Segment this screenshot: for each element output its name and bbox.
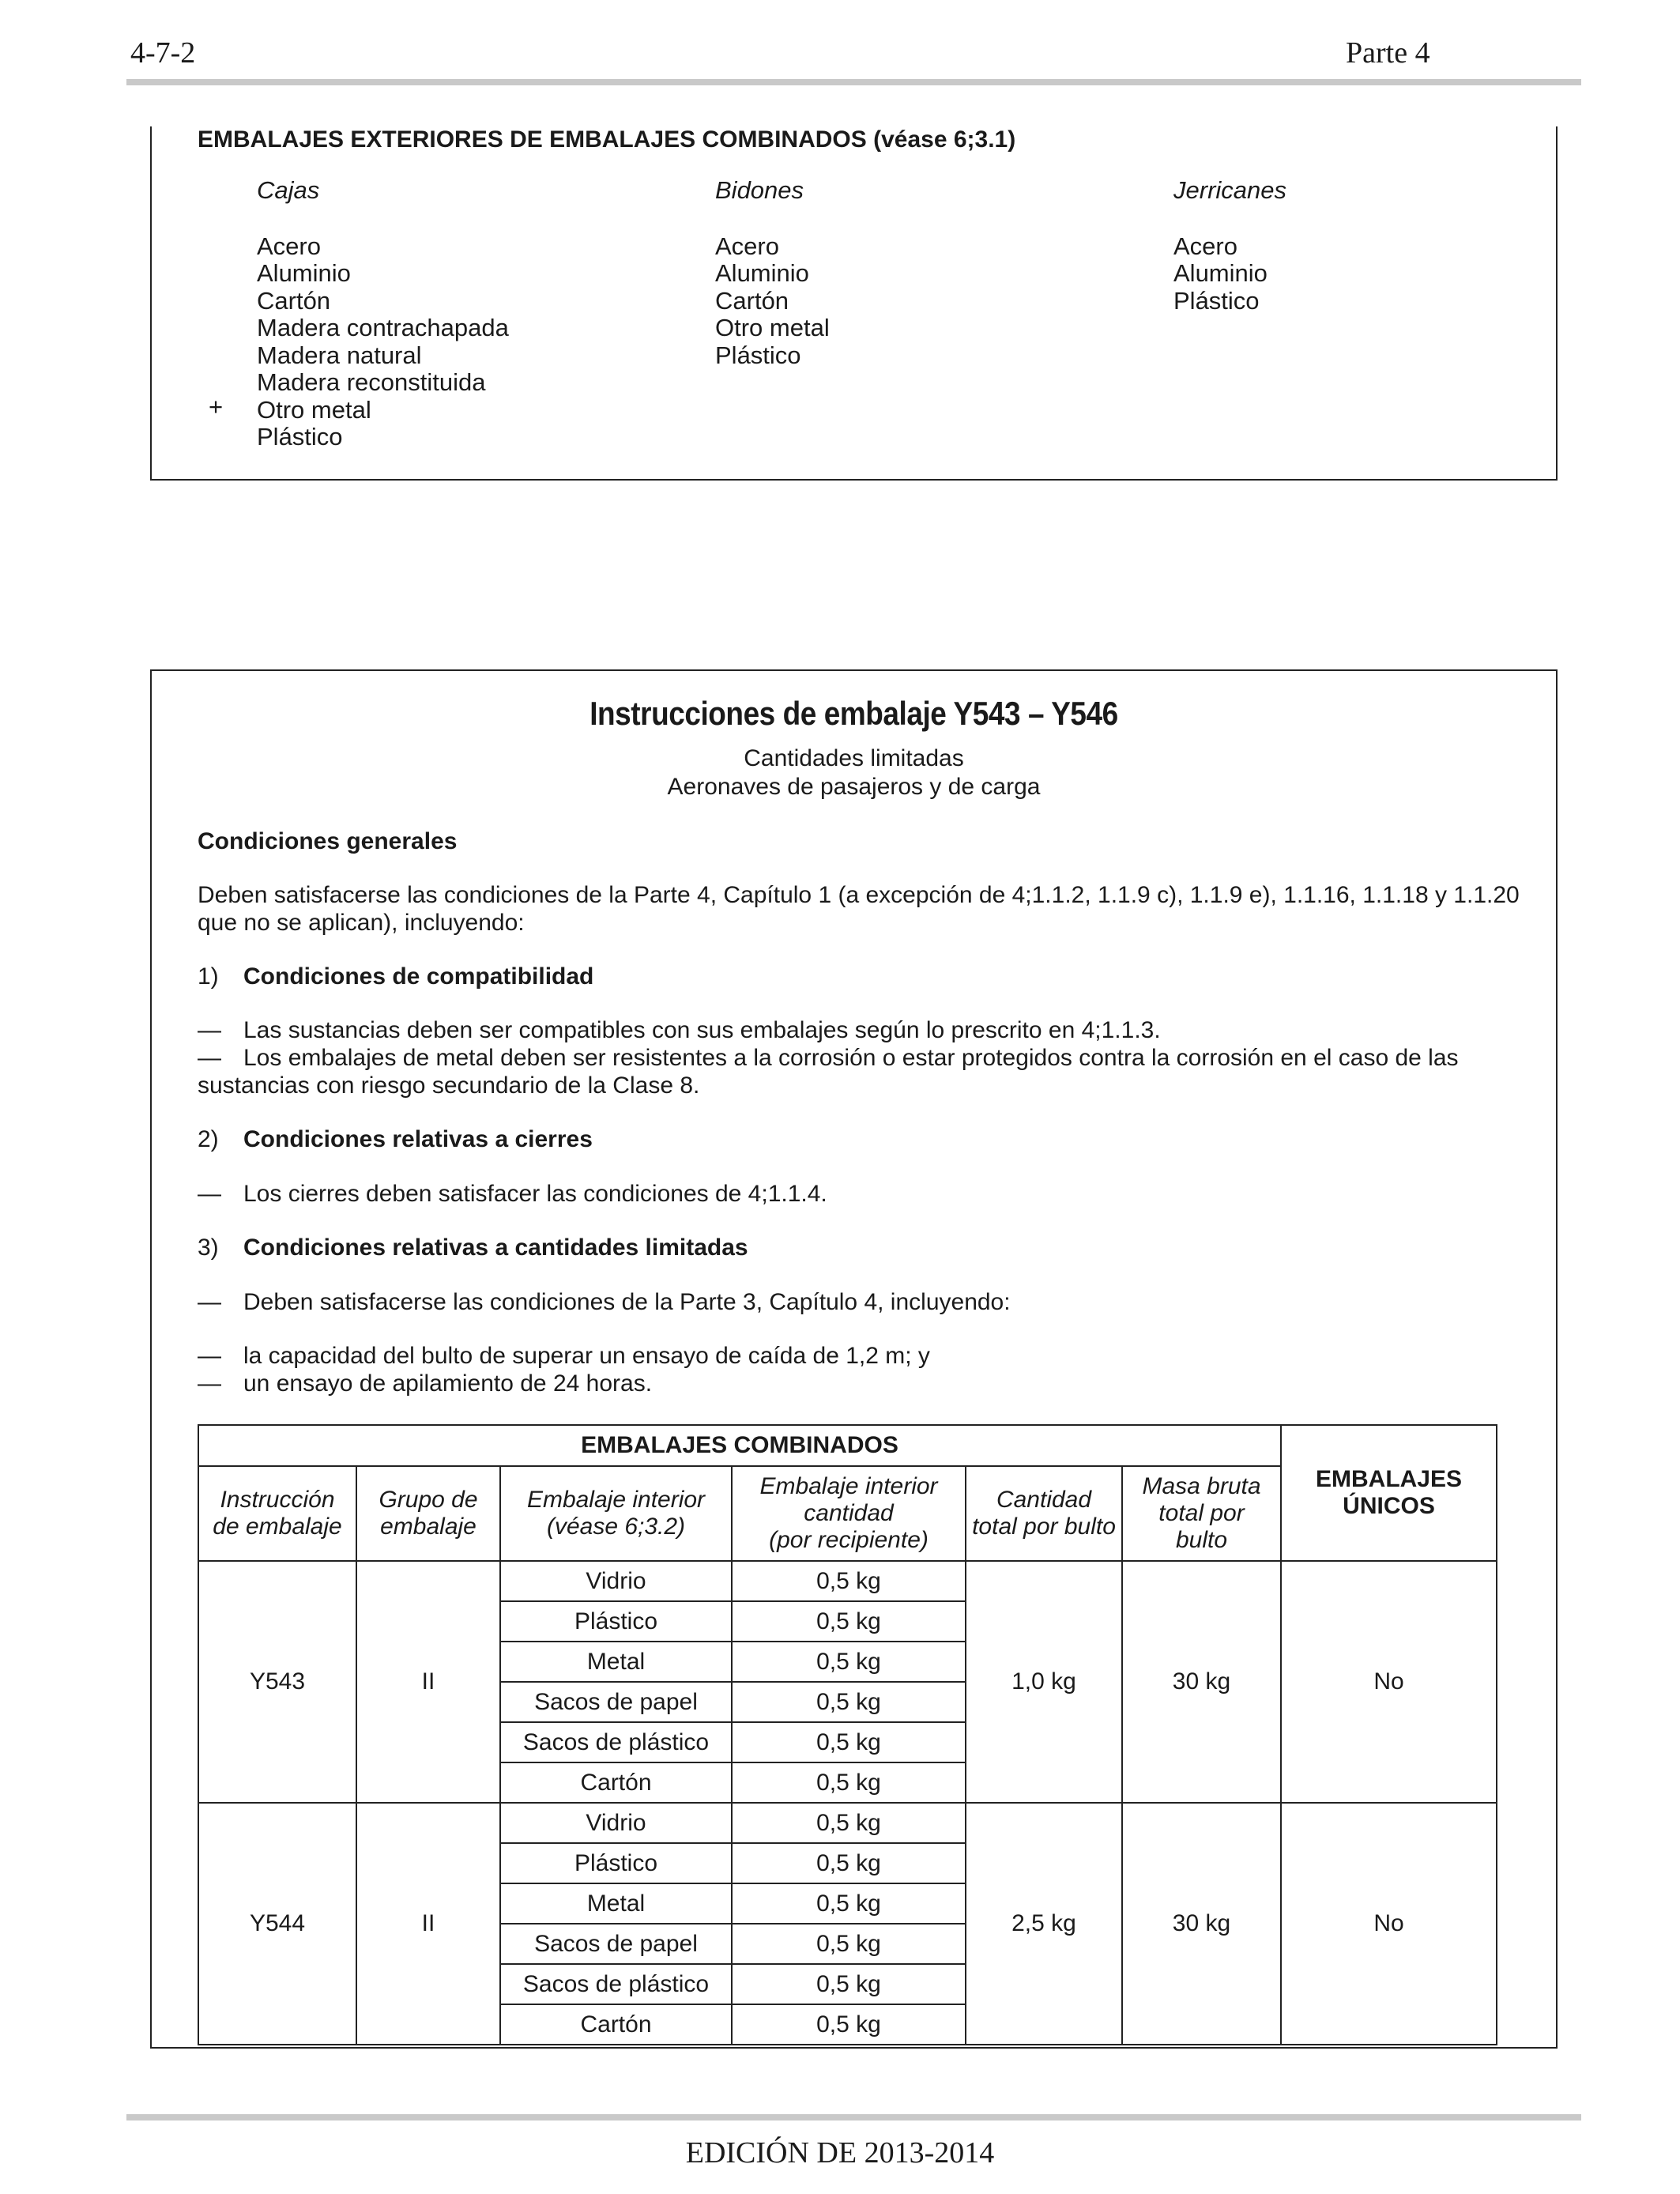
inner-packaging-cell: Plástico — [500, 1843, 732, 1883]
header-line: Embalaje interior — [759, 1473, 938, 1499]
inner-packaging-cell: Sacos de papel — [500, 1682, 732, 1722]
instruction-cell: Y544 — [198, 1803, 356, 2045]
list-item: Otro metal — [257, 395, 371, 424]
inner-quantity-cell: 0,5 kg — [732, 1964, 966, 2004]
gross-mass-cell: 30 kg — [1122, 1803, 1281, 2045]
section-1-item-1: — Las sustancias deben ser compatibles con sus embalajes según lo prescrito en 4;1.1.3. — [198, 1017, 1161, 1043]
header-line: embalaje — [380, 1514, 477, 1540]
list-item: Cartón — [715, 286, 789, 315]
inner-packaging-cell: Plástico — [500, 1601, 732, 1642]
inner-packaging-cell: Vidrio — [500, 1561, 732, 1601]
list-item: Otro metal — [715, 314, 830, 341]
total-quantity-cell: 1,0 kg — [966, 1561, 1122, 1803]
section-2-heading: 2) Condiciones relativas a cierres — [198, 1126, 593, 1152]
inner-quantity-cell: 0,5 kg — [732, 1762, 966, 1803]
general-conditions-text: Deben satisfacerse las condiciones de la Parte 4, Capítulo 1 (a excepción de 4;1.1.2, 1.1.9 c), 1.1.9 e), 1.1.16, 1.1.18 y 1.1.20 que no se aplican), incluyendo: — [198, 882, 1520, 936]
subtitle-aircraft: Aeronaves de pasajeros y de carga — [667, 774, 1041, 800]
section-3-item-2: — la capacidad del bulto de superar un ensayo de caída de 1,2 m; y — [198, 1343, 930, 1369]
total-quantity-header — [966, 1466, 1122, 1561]
header-rule — [126, 79, 1581, 85]
header-line: (véase 6;3.2) — [546, 1514, 686, 1540]
inner-packaging-cell: Cartón — [500, 2004, 732, 2045]
header-line: cantidad — [804, 1500, 894, 1526]
edition-footer: EDICIÓN DE 2013-2014 — [685, 2136, 995, 2169]
header-line: EMBALAJES — [1315, 1466, 1463, 1492]
single-packagings-cell: No — [1281, 1561, 1497, 1803]
column-bidones — [715, 177, 830, 369]
packing-group-cell: II — [356, 1803, 500, 2045]
part-label: Parte 4 — [1346, 36, 1430, 70]
outer-packagings-title: EMBALAJES EXTERIORES DE EMBALAJES COMBINADOS (véase 6;3.1) — [198, 126, 1016, 153]
inner-packaging-cell: Sacos de plástico — [500, 1964, 732, 2004]
revision-mark: + — [209, 393, 224, 420]
combined-packagings-header: EMBALAJES COMBINADOS — [198, 1425, 1281, 1466]
inner-quantity-cell: 0,5 kg — [732, 1803, 966, 1843]
section-2-item-1: — Los cierres deben satisfacer las condiciones de 4;1.1.4. — [198, 1181, 827, 1207]
page-number: 4-7-2 — [130, 36, 196, 70]
footer-rule — [126, 2114, 1581, 2120]
list-item: Acero — [257, 232, 321, 260]
inner-quantity-cell: 0,5 kg — [732, 1843, 966, 1883]
list-item: Acero — [715, 232, 779, 260]
list-item: Madera contrachapada — [257, 314, 509, 341]
general-conditions-heading: Condiciones generales — [198, 828, 458, 854]
inner-packaging-cell: Metal — [500, 1883, 732, 1924]
header-line: Cantidad — [996, 1487, 1092, 1513]
header-line: total por — [1158, 1500, 1245, 1526]
header-line: ÚNICOS — [1343, 1493, 1435, 1519]
inner-quantity-header — [732, 1466, 966, 1561]
header-line: bulto — [1175, 1527, 1228, 1553]
subtitle-limited-quantities: Cantidades limitadas — [744, 745, 964, 771]
header-line: (por recipiente) — [769, 1527, 929, 1553]
list-item: Plástico — [715, 341, 801, 369]
list-item: Plástico — [1173, 286, 1260, 315]
list-item: Madera reconstituida — [257, 368, 486, 396]
header-line: total por bulto — [972, 1514, 1116, 1540]
inner-quantity-cell: 0,5 kg — [732, 1722, 966, 1762]
gross-mass-cell: 30 kg — [1122, 1561, 1281, 1803]
header-line: Grupo de — [379, 1487, 478, 1513]
packing-group-header — [356, 1466, 500, 1561]
outer-packagings-box — [150, 126, 1558, 481]
inner-packaging-cell: Metal — [500, 1642, 732, 1682]
single-packagings-header — [1281, 1425, 1497, 1561]
inner-quantity-cell: 0,5 kg — [732, 1883, 966, 1924]
section-1-heading: 1) Condiciones de compatibilidad — [198, 963, 594, 990]
column-heading: Jerricanes — [1173, 176, 1286, 204]
list-item: Cartón — [257, 286, 331, 315]
inner-quantity-cell: 0,5 kg — [732, 1924, 966, 1964]
header-line: Instrucción — [220, 1487, 335, 1513]
section-3-item-1: — Deben satisfacerse las condiciones de la Parte 3, Capítulo 4, incluyendo: — [198, 1289, 1011, 1315]
total-quantity-cell: 2,5 kg — [966, 1803, 1122, 2045]
instruction-title: Instrucciones de embalaje Y543 – Y546 — [590, 695, 1118, 732]
packing-instruction-box — [150, 669, 1558, 2049]
table-row — [198, 1561, 1497, 1601]
section-3-heading: 3) Condiciones relativas a cantidades limitadas — [198, 1235, 748, 1261]
instruction-header — [198, 1466, 356, 1561]
inner-packaging-cell: Sacos de plástico — [500, 1722, 732, 1762]
instruction-cell: Y543 — [198, 1561, 356, 1803]
column-cajas — [257, 177, 509, 451]
table-body — [198, 1561, 1497, 2045]
section-1-item-2: — Los embalajes de metal deben ser resistentes a la corrosión o estar protegidos contra la corrosión en el caso de las sustancias con riesgo secundario de la Clase 8. — [198, 1045, 1459, 1099]
list-item: Aluminio — [1173, 259, 1268, 287]
column-jerricanes — [1173, 177, 1286, 315]
list-item: Madera natural — [257, 341, 422, 369]
list-item: Aluminio — [715, 259, 809, 287]
inner-packaging-cell: Sacos de papel — [500, 1924, 732, 1964]
inner-quantity-cell: 0,5 kg — [732, 1642, 966, 1682]
inner-packaging-header — [500, 1466, 732, 1561]
limited-quantities-table — [198, 1424, 1497, 2045]
header-line: Masa bruta — [1142, 1473, 1261, 1499]
header-line: Embalaje interior — [526, 1487, 706, 1513]
single-packagings-cell: No — [1281, 1803, 1497, 2045]
list-item: Plástico — [257, 423, 343, 450]
inner-quantity-cell: 0,5 kg — [732, 1682, 966, 1722]
inner-quantity-cell: 0,5 kg — [732, 1561, 966, 1601]
table-row — [198, 1803, 1497, 1843]
packing-group-cell: II — [356, 1561, 500, 1803]
gross-mass-header — [1122, 1466, 1281, 1561]
list-item: Aluminio — [257, 259, 351, 287]
inner-packaging-cell: Cartón — [500, 1762, 732, 1803]
inner-packaging-cell: Vidrio — [500, 1803, 732, 1843]
inner-quantity-cell: 0,5 kg — [732, 1601, 966, 1642]
header-line: de embalaje — [213, 1514, 342, 1540]
column-heading: Bidones — [715, 176, 804, 204]
section-3-item-3: — un ensayo de apilamiento de 24 horas. — [198, 1370, 653, 1397]
list-item: Acero — [1173, 232, 1237, 260]
column-heading: Cajas — [257, 176, 320, 204]
inner-quantity-cell: 0,5 kg — [732, 2004, 966, 2045]
